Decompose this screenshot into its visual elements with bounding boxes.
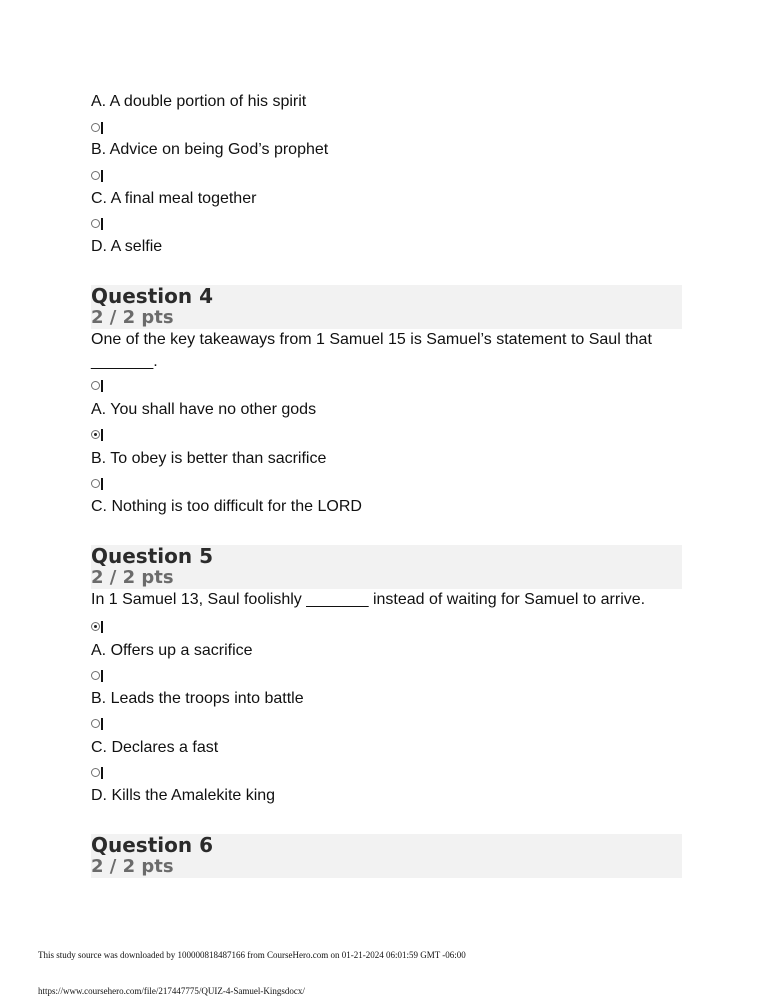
question-4-text — [91, 329, 691, 373]
q5-option-b-label: B. Leads the troops into battle — [91, 690, 304, 707]
radio-circle-icon — [91, 123, 100, 132]
q3-option-b-radio[interactable] — [91, 122, 103, 134]
q4-option-a-radio[interactable] — [91, 380, 103, 392]
q5-option-d-radio[interactable] — [91, 767, 103, 779]
q5-option-b-radio[interactable] — [91, 670, 103, 682]
q3-option-a-label: A. A double portion of his spirit — [91, 93, 307, 110]
download-note: This study source was downloaded by 100000818487166 from CourseHero.com on 01-21-2024 06:01:59 GMT -06:00 — [38, 950, 466, 960]
q5-option-a-radio[interactable] — [91, 621, 103, 633]
question-6-title: Question 6 — [91, 833, 213, 857]
source-url[interactable]: https://www.coursehero.com/file/217447775/QUIZ-4-Samuel-Kingsdocx/ — [38, 986, 305, 996]
q5-option-c-radio[interactable] — [91, 718, 103, 730]
question-4-text-line1: One of the key takeaways from 1 Samuel 15 is Samuel’s statement to Saul that — [91, 331, 652, 348]
question-4-text-line2: _______. — [91, 353, 158, 370]
q5-option-c-label: C. Declares a fast — [91, 739, 219, 756]
question-5-points: 2 / 2 pts — [91, 567, 174, 588]
question-5-title: Question 5 — [91, 544, 213, 568]
question-6-points: 2 / 2 pts — [91, 856, 174, 877]
radio-circle-icon — [91, 430, 100, 439]
q4-option-c-label: C. Nothing is too difficult for the LORD — [91, 498, 362, 515]
radio-circle-icon — [91, 719, 100, 728]
radio-circle-icon — [91, 768, 100, 777]
radio-circle-icon — [91, 622, 100, 631]
radio-circle-icon — [91, 171, 100, 180]
question-4-title: Question 4 — [91, 284, 213, 308]
question-5-text: In 1 Samuel 13, Saul foolishly _______ instead of waiting for Samuel to arrive. — [91, 591, 646, 608]
q3-option-b-label: B. Advice on being God’s prophet — [91, 141, 329, 158]
q3-option-d-label: D. A selfie — [91, 238, 163, 255]
q3-option-c-label: C. A final meal together — [91, 190, 257, 207]
radio-circle-icon — [91, 671, 100, 680]
q5-option-a-label: A. Offers up a sacrifice — [91, 642, 253, 659]
q3-option-d-radio[interactable] — [91, 218, 103, 230]
radio-circle-icon — [91, 381, 100, 390]
question-5-header — [91, 545, 682, 589]
radio-circle-icon — [91, 479, 100, 488]
question-6-header — [91, 834, 682, 878]
q5-option-d-label: D. Kills the Amalekite king — [91, 787, 276, 804]
q4-option-c-radio[interactable] — [91, 478, 103, 490]
q3-option-c-radio[interactable] — [91, 170, 103, 182]
q4-option-b-radio[interactable] — [91, 429, 103, 441]
q4-option-b-label: B. To obey is better than sacrifice — [91, 450, 327, 467]
question-4-points: 2 / 2 pts — [91, 307, 174, 328]
question-4-header — [91, 285, 682, 329]
radio-circle-icon — [91, 219, 100, 228]
q4-option-a-label: A. You shall have no other gods — [91, 401, 317, 418]
